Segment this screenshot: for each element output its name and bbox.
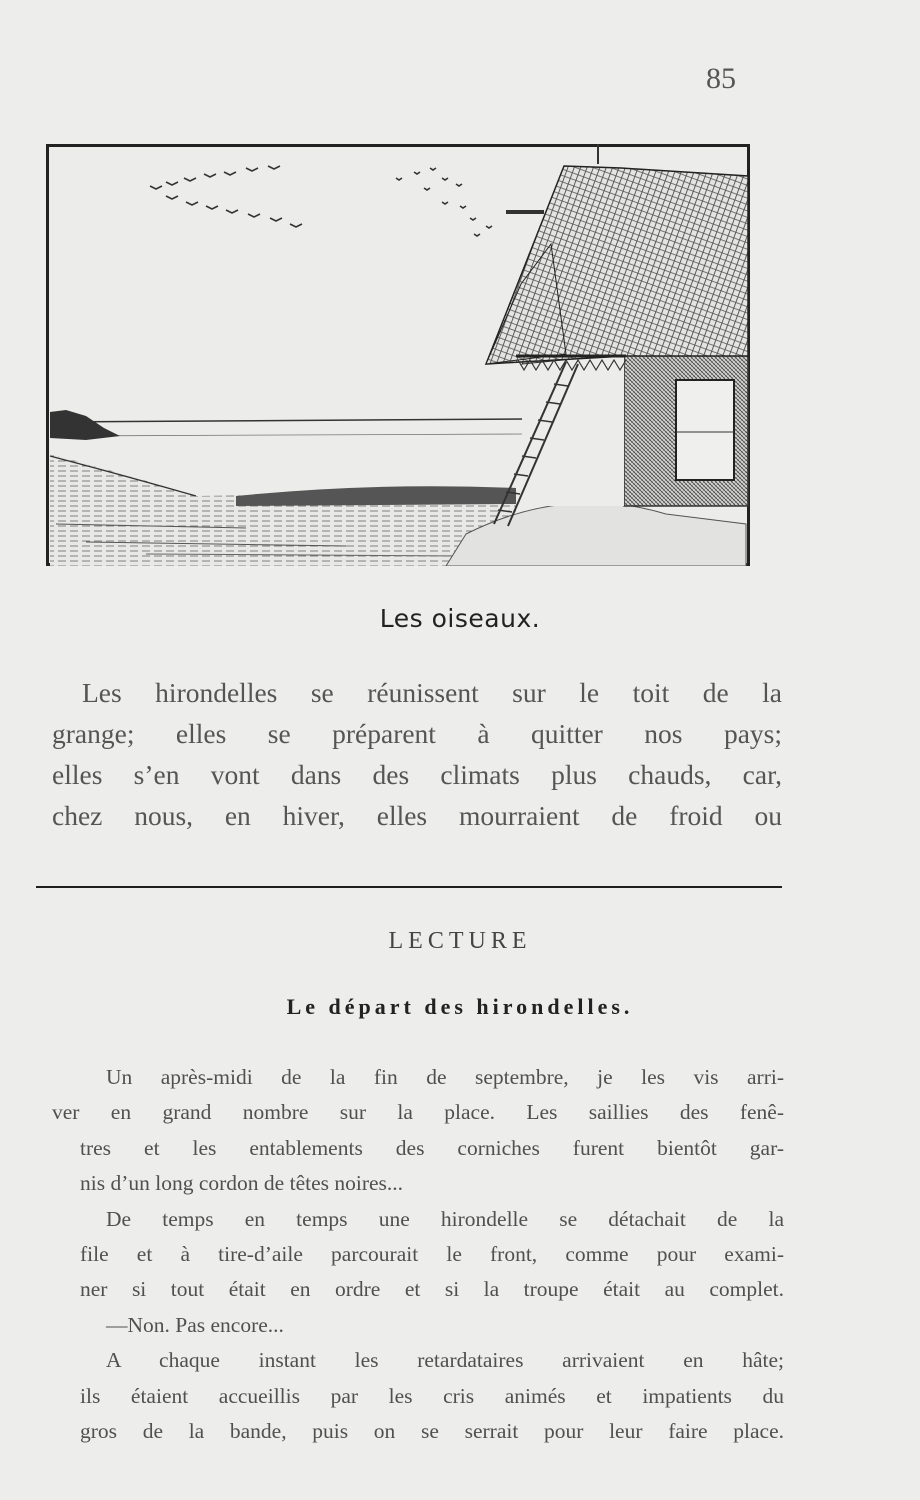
page-number: 85 — [706, 62, 736, 95]
section-title: LECTURE — [388, 928, 532, 954]
reading-line: De temps en temps une hirondelle se détachait de la — [106, 1206, 784, 1231]
reading-text — [52, 1060, 784, 1449]
reading-line: nis d’un long cordon de têtes noires... — [80, 1171, 404, 1196]
lesson-line: Les hirondelles se réunissent sur le toit de la — [82, 677, 782, 708]
reading-line: ver en grand nombre sur la place. Les saillies des fenê- — [52, 1100, 784, 1125]
lesson-line: chez nous, en hiver, elles mourraient de froid ou — [52, 800, 782, 831]
lesson-paragraph — [52, 672, 782, 836]
reading-line: Un après-midi de la fin de septembre, je les vis arri- — [106, 1065, 784, 1089]
section-divider — [36, 886, 782, 888]
reading-line: file et à tire-d’aile parcourait le front, comme pour exami- — [80, 1242, 784, 1267]
reading-title: Le départ des hirondelles. — [286, 994, 634, 1019]
illustration-caption: Les oiseaux. — [379, 604, 541, 633]
reading-line: tres et les entablements des corniches furent bientôt gar- — [80, 1135, 784, 1160]
lesson-line: grange; elles se préparent à quitter nos pays; — [52, 718, 782, 749]
reading-line: —Non. Pas encore... — [106, 1312, 284, 1337]
reading-line: gros de la bande, puis on se serrait pour leur faire place. — [80, 1419, 784, 1444]
barn-swallows-illustration — [46, 144, 750, 566]
reading-line: A chaque instant les retardataires arrivaient en hâte; — [106, 1348, 784, 1373]
reading-line: ils étaient accueillis par les cris animés et impatients du — [80, 1383, 784, 1408]
reading-line: ner si tout était en ordre et si la troupe était au complet. — [80, 1277, 784, 1302]
lesson-line: elles s’en vont dans des climats plus chauds, car, — [52, 759, 782, 790]
